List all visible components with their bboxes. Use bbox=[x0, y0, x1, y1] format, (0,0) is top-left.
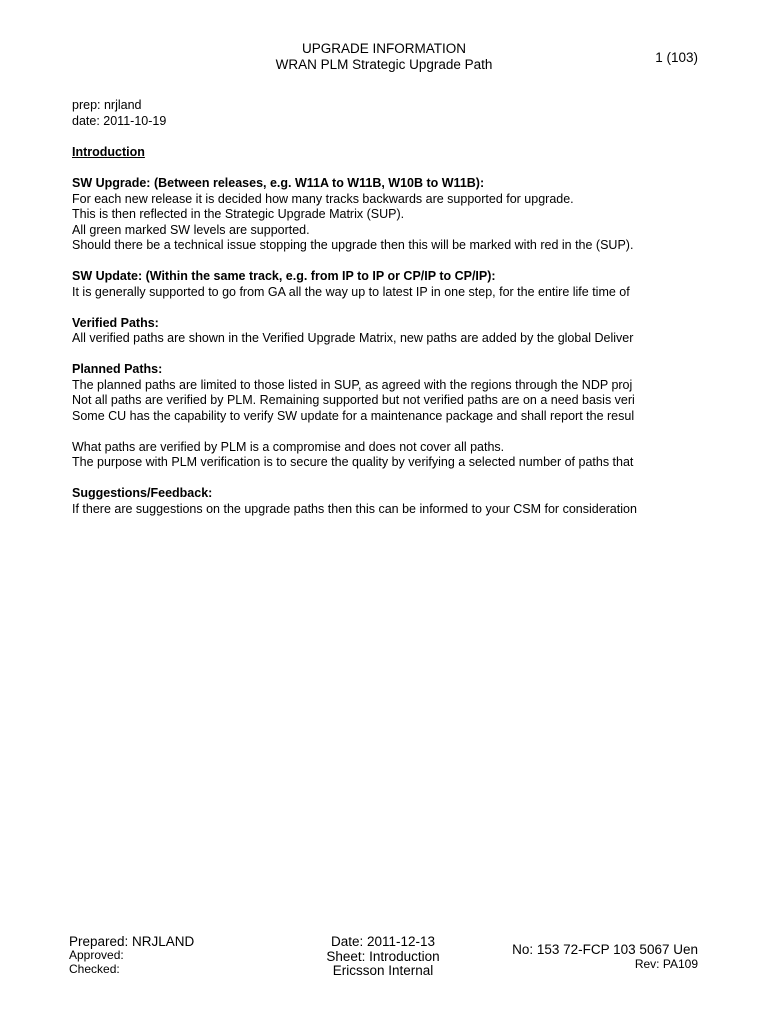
body-line: This is then reflected in the Strategic Upgrade Matrix (SUP). bbox=[72, 207, 405, 221]
footer-right bbox=[512, 942, 698, 972]
footer-date: Date: 2011-12-13 bbox=[330, 934, 436, 949]
body-line: If there are suggestions on the upgrade paths then this can be informed to your CSM for consideration bbox=[72, 501, 637, 516]
body-line: Should there be a technical issue stopping the upgrade then this will be marked with red in the (SUP). bbox=[72, 238, 634, 252]
prep-line: prep: nrjland bbox=[72, 98, 142, 112]
body-line: The planned paths are limited to those listed in SUP, as agreed with the regions through the NDP proj bbox=[72, 377, 633, 392]
sw-update-heading: SW Update: (Within the same track, e.g. from IP to IP or CP/IP to CP/IP): bbox=[72, 269, 496, 283]
body-line: The purpose with PLM verification is to secure the quality by verifying a selected number of paths that bbox=[72, 455, 634, 469]
footer-center bbox=[302, 935, 464, 979]
page-number: 1 (103) bbox=[655, 50, 698, 65]
document-title: UPGRADE INFORMATION bbox=[301, 41, 466, 56]
document-meta bbox=[72, 98, 166, 129]
planned-paths-heading: Planned Paths: bbox=[72, 362, 163, 376]
introduction-heading: Introduction bbox=[72, 145, 145, 159]
body-line: It is generally supported to go from GA all the way up to latest IP in one step, for the entire life time of bbox=[72, 284, 630, 299]
document-body bbox=[72, 145, 654, 517]
prepared-by: Prepared: NRJLAND bbox=[69, 934, 195, 949]
footer-classification: Ericsson Internal bbox=[332, 963, 434, 978]
date-line: date: 2011-10-19 bbox=[72, 113, 167, 128]
body-line: Some CU has the capability to verify SW update for a maintenance package and shall report the resul bbox=[72, 408, 635, 423]
document-number: No: 153 72-FCP 103 5067 Uen bbox=[512, 942, 698, 957]
revision: Rev: PA109 bbox=[634, 957, 698, 971]
approved-by: Approved: bbox=[69, 948, 124, 962]
feedback-heading: Suggestions/Feedback: bbox=[72, 486, 213, 500]
body-line: For each new release it is decided how many tracks backwards are supported for upgrade. bbox=[72, 191, 574, 206]
page-header bbox=[0, 41, 768, 73]
body-line: All green marked SW levels are supported. bbox=[72, 222, 310, 237]
document-subtitle: WRAN PLM Strategic Upgrade Path bbox=[275, 57, 493, 72]
body-line: Not all paths are verified by PLM. Remaining supported but not verified paths are on a need basis veri bbox=[72, 393, 635, 407]
footer-left bbox=[69, 935, 194, 976]
body-line: What paths are verified by PLM is a compromise and does not cover all paths. bbox=[72, 439, 505, 454]
body-line: All verified paths are shown in the Verified Upgrade Matrix, new paths are added by the global Deliver bbox=[72, 331, 634, 345]
checked-by: Checked: bbox=[69, 961, 120, 976]
footer-sheet: Sheet: Introduction bbox=[326, 948, 440, 964]
sw-upgrade-heading: SW Upgrade: (Between releases, e.g. W11A to W11B, W10B to W11B): bbox=[72, 176, 485, 190]
verified-paths-heading: Verified Paths: bbox=[72, 315, 159, 330]
